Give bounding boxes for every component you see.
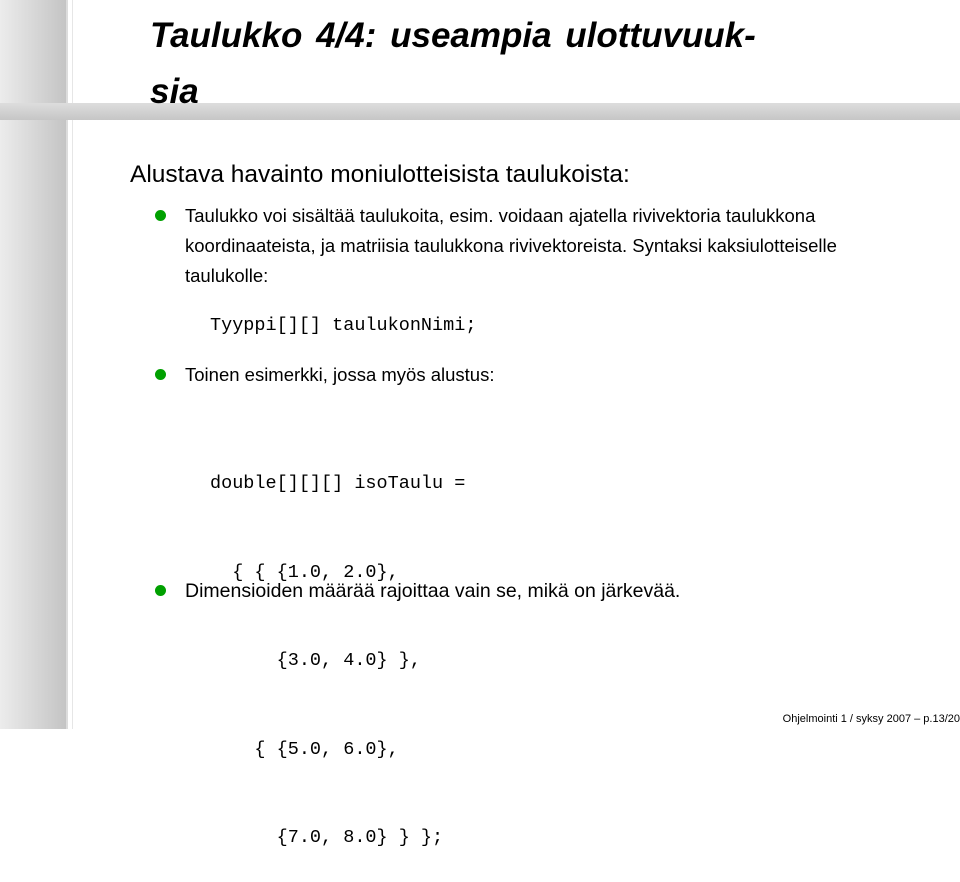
slide-title bbox=[150, 8, 870, 120]
bullet-item bbox=[185, 201, 925, 291]
bullet-text: Toinen esimerkki, jossa myös alustus: bbox=[185, 364, 495, 385]
bullet-dot-icon bbox=[155, 369, 166, 380]
code-line: { { {1.0, 2.0}, bbox=[210, 561, 399, 583]
bullet-dot-icon bbox=[155, 585, 166, 596]
bullet-item bbox=[185, 360, 494, 390]
code-example bbox=[210, 410, 465, 882]
bullet-text: Taulukko voi sisältää taulukoita, esim. voidaan ajatella rivivektoria taulukkona koordinaateista, ja matriisia taulukkona rivivektoreista. Syntaksi kaksiulotteiselle taulukolle: bbox=[185, 205, 837, 286]
code-line: double[][][] isoTaulu = bbox=[210, 473, 466, 494]
bullet-text: Dimensioiden määrää rajoittaa vain se, mikä on järkevää. bbox=[185, 580, 681, 602]
slide-footer: Ohjelmointi 1 / syksy 2007 – p.13/20 bbox=[782, 713, 960, 725]
code-line: {7.0, 8.0} } }; bbox=[210, 827, 444, 848]
code-syntax: Tyyppi[][] taulukonNimi; bbox=[210, 315, 477, 336]
slide-subheading: Alustava havainto moniulotteisista taulukoista: bbox=[130, 161, 630, 188]
code-line: { {5.0, 6.0}, bbox=[210, 738, 399, 760]
bullet-dot-icon bbox=[155, 210, 166, 221]
slide-title-line-2: sia bbox=[150, 72, 199, 111]
code-line: {3.0, 4.0} }, bbox=[210, 650, 421, 671]
slide-title-line-1: Taulukko 4/4: useampia ulottuvuuk- bbox=[150, 16, 756, 55]
bullet-item bbox=[185, 576, 680, 606]
